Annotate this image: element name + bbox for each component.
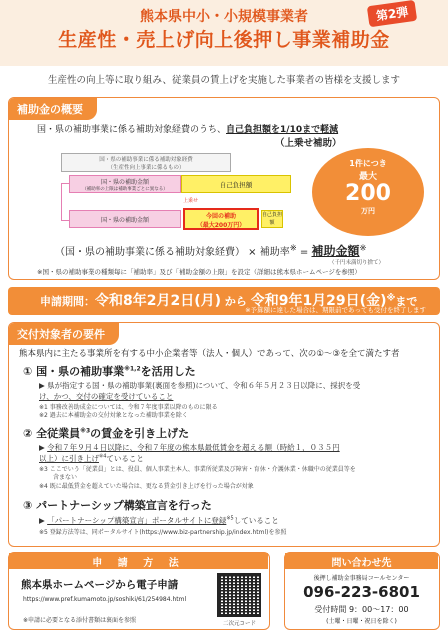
requirement-2-note-1b: 含まない: [53, 474, 78, 481]
requirement-3-text: ▶ 「パートナーシップ構築宣言」ポータルサイトに登録$^{※5}$していること: [39, 515, 279, 525]
contact-phone[interactable]: 096-223-6801: [303, 583, 420, 601]
header-title: 生産性・売上げ向上後押し事業補助金: [58, 29, 390, 51]
qr-code-icon[interactable]: [217, 573, 261, 617]
diagram-bracket: [61, 183, 69, 221]
apply-method-box: [8, 552, 270, 630]
header-banner: [0, 0, 448, 66]
formula-rounding-note: （千円未満切り捨て）: [329, 260, 385, 266]
requirement-2-text: ▶ 令和７年９月４日以降に、令和７年度の熊本県最低賃金を超える額（時給１，０３５円: [39, 443, 340, 452]
requirement-2-note-2: ※4 既に最低賃金を超えていた場合は、更なる賃金引き上げを行った場合が対象: [39, 483, 254, 490]
diagram-total-cost: 国・県の補助事業に係る補助対象経費 （生産性向上事業に係るもの）: [61, 153, 231, 172]
requirement-1-note-2: ※2 過去に本補助金の交付対象となった補助事業を除く: [39, 412, 188, 419]
requirements-section: [8, 322, 440, 547]
header-subtitle: 熊本県中小・小規模事業者: [140, 9, 308, 25]
requirement-1-note-1: ※1 事務改善助成金については、令和７年度事業以降のものに限る: [39, 404, 218, 411]
diagram-this-subsidy: 今回の補助 （最大200万円）: [183, 208, 259, 230]
requirement-2-note-1: ※3 ここでいう「従業員」とは、役員、個人事業主本人、事業所従業及び障害・育休・介護休業・休職中の従業員等を: [39, 466, 356, 473]
apply-note: ※申請に必要となる添付書類は裏面を参照: [23, 617, 137, 624]
period-note: ※予算額に達した場合は、期限前であっても受付を終了します: [245, 306, 426, 314]
overview-note: ※国・県の補助事業の種類毎に「補助率」及び「補助金額の上限」を設定（詳細は熊本県ホームページを参照）: [37, 268, 361, 276]
apply-url-link[interactable]: https://www.pref.kumamoto.jp/soshiki/61/254984.html: [23, 596, 187, 603]
subsidy-diagram: [61, 153, 293, 233]
contact-title: 問い合わせ先: [285, 553, 438, 569]
requirement-2-heading: ② 全従業員$^{※3}$の賃金を引き上げた: [23, 427, 190, 440]
contact-box: [284, 552, 440, 630]
round-badge: 第2弾: [366, 0, 417, 27]
diagram-self-burden-2: 自己負担額: [262, 212, 283, 226]
diagram-national-subsidy-2: 国・県の補助金額: [69, 210, 181, 228]
diagram-topup-label: 上乗せ: [183, 198, 199, 204]
requirement-1-text: ▶ 県が指定する国・県の補助事業(裏面を参照)について、令和６年５月２３日以降に、採択を受: [39, 381, 361, 390]
apply-main: 熊本県ホームページから電子申請: [21, 579, 179, 591]
requirement-3-heading: ③ パートナーシップ構築宣言を行った: [23, 499, 212, 512]
contact-hours-note: (土曜・日曜・祝日を除く): [326, 618, 397, 625]
contact-hours: 受付時間 9：00～17：00: [314, 605, 409, 614]
overview-lead-sub: （上乗せ補助）: [275, 138, 342, 149]
requirement-2-text-2: 以上）に引き上げ$^{※4}$ていること: [39, 453, 144, 463]
overview-lead: 国・県の補助事業に係る補助対象経費のうち、自己負担額を1/10まで軽減: [37, 125, 339, 135]
subsidy-formula: （国・県の補助事業に係る補助対象経費） × 補助率※ = 補助金額※: [55, 242, 367, 258]
requirement-3-note: ※5 登録方法等は、同ポータルサイト(https://www.biz-partnership.jp/index.html)を参照: [39, 529, 287, 536]
overview-title: 補助金の概要: [9, 98, 97, 120]
qr-label: 二次元コード: [223, 621, 257, 627]
application-period: 申請期間：令和8年2月2日(月) から 令和9年1月29日(金)※まで ※予算額に達した場合は、期限前であっても受付を終了します: [8, 287, 440, 315]
overview-section: [8, 97, 440, 280]
contact-org: 後押し補助金事務局コールセンター: [313, 575, 410, 582]
diagram-national-subsidy: 国・県の補助金額 （補助率の上限は補助事業ごとに異なる）: [69, 175, 181, 193]
apply-title: 申 請 方 法: [9, 553, 268, 569]
max-amount-circle: 1件につき 最大 200 万円: [312, 148, 424, 236]
requirement-1-heading: ① 国・県の補助事業$^{※1,2}$を活用した: [23, 365, 196, 378]
requirement-1-text-2: け、かつ、交付の確定を受けていること: [39, 392, 174, 401]
intro-text: 生産性の向上等に取り組み、従業員の賃上げを実施した事業者の皆様を支援します: [47, 75, 401, 86]
requirements-title: 交付対象者の要件: [9, 323, 119, 345]
requirements-lead: 熊本県内に主たる事業所を有する中小企業者等（法人・個人）であって、次の①～③を全て満たす者: [19, 349, 400, 359]
diagram-self-burden: 自己負担額: [181, 175, 291, 193]
